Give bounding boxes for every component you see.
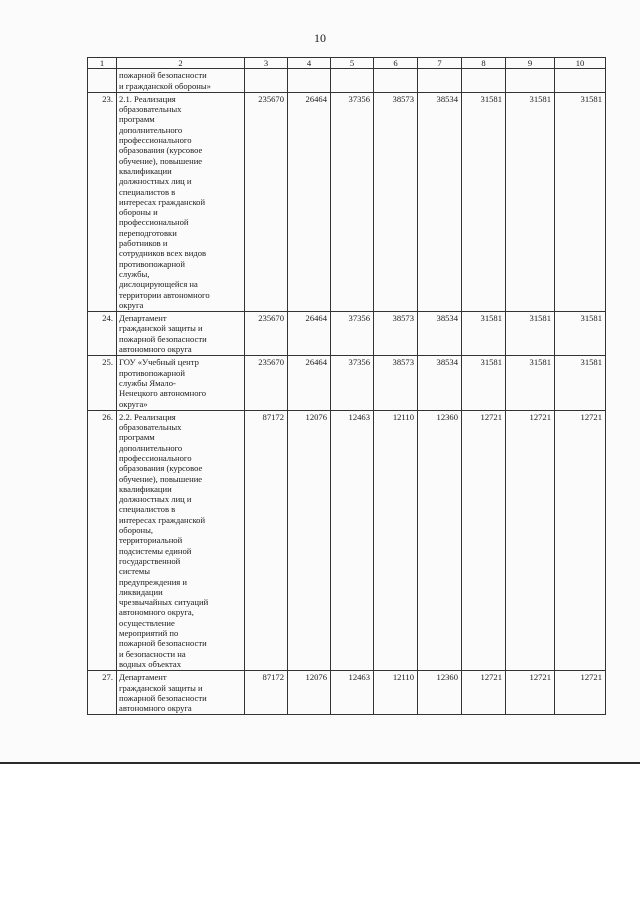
value-cell: 12721	[462, 671, 506, 715]
value-cell: 12110	[374, 671, 418, 715]
value-cell: 31581	[462, 312, 506, 356]
value-cell: 37356	[331, 312, 374, 356]
row-number: 23.	[88, 92, 117, 311]
column-header: 1	[88, 58, 117, 69]
value-cell: 31581	[506, 92, 555, 311]
table-row	[88, 410, 606, 670]
row-description: ГОУ «Учебный центр противопожарной службы Ямало- Ненецкого автономного округа»	[117, 356, 245, 410]
value-cell: 31581	[555, 356, 606, 410]
value-cell: 38573	[374, 312, 418, 356]
value-cell: 31581	[555, 92, 606, 311]
row-number: 24.	[88, 312, 117, 356]
column-header: 8	[462, 58, 506, 69]
row-number: 25.	[88, 356, 117, 410]
value-cell	[555, 69, 606, 93]
value-cell: 38534	[418, 356, 462, 410]
value-cell: 12076	[288, 671, 331, 715]
value-cell: 31581	[555, 312, 606, 356]
value-cell: 38534	[418, 312, 462, 356]
page-number: 10	[314, 31, 326, 45]
value-cell: 31581	[462, 356, 506, 410]
value-cell: 26464	[288, 356, 331, 410]
column-header: 10	[555, 58, 606, 69]
value-cell: 12463	[331, 410, 374, 670]
column-header: 3	[245, 58, 288, 69]
value-cell: 235670	[245, 356, 288, 410]
value-cell: 87172	[245, 410, 288, 670]
column-header: 4	[288, 58, 331, 69]
table-row	[88, 69, 606, 93]
row-description: 2.1. Реализация образовательных программ дополнительного профессионального образования (курсовое обучение), повышение квалификации должностных лиц и специалистов в интересах гражданской обороны и профессиональной переподготовки работников и сотрудников всех видов противопожарной службы, дислоцирующейся на территории автономного округа	[117, 92, 245, 311]
value-cell	[418, 69, 462, 93]
value-cell: 31581	[462, 92, 506, 311]
row-number: 26.	[88, 410, 117, 670]
row-description: пожарной безопасности и гражданской обороны»	[117, 69, 245, 93]
value-cell	[374, 69, 418, 93]
column-header: 9	[506, 58, 555, 69]
value-cell: 235670	[245, 312, 288, 356]
column-header: 2	[117, 58, 245, 69]
value-cell	[462, 69, 506, 93]
value-cell: 38573	[374, 356, 418, 410]
value-cell: 38573	[374, 92, 418, 311]
row-description: 2.2. Реализация образовательных программ дополнительного профессионального образования (курсовое обучение), повышение квалификации должностных лиц и специалистов в интересах гражданской обороны, территориальной подсистемы единой государственной системы предупреждения и ликвидации чрезвычайных ситуаций автономного округа, осуществление мероприятий по пожарной безопасности и безопасности на водных объектах	[117, 410, 245, 670]
table-row	[88, 92, 606, 311]
value-cell: 12463	[331, 671, 374, 715]
value-cell: 37356	[331, 92, 374, 311]
value-cell: 12721	[506, 671, 555, 715]
value-cell: 12721	[462, 410, 506, 670]
value-cell: 26464	[288, 92, 331, 311]
value-cell: 31581	[506, 356, 555, 410]
table-row	[88, 671, 606, 715]
value-cell: 12721	[555, 671, 606, 715]
column-header: 6	[374, 58, 418, 69]
value-cell: 12360	[418, 671, 462, 715]
row-number: 27.	[88, 671, 117, 715]
value-cell	[288, 69, 331, 93]
row-number	[88, 69, 117, 93]
value-cell: 31581	[506, 312, 555, 356]
value-cell	[245, 69, 288, 93]
value-cell: 38534	[418, 92, 462, 311]
value-cell: 12076	[288, 410, 331, 670]
value-cell: 37356	[331, 356, 374, 410]
row-description: Департамент гражданской защиты и пожарной безопасности автономного округа	[117, 671, 245, 715]
value-cell: 12360	[418, 410, 462, 670]
value-cell: 87172	[245, 671, 288, 715]
value-cell: 12721	[506, 410, 555, 670]
value-cell: 12721	[555, 410, 606, 670]
table-row	[88, 312, 606, 356]
budget-table	[87, 57, 606, 715]
value-cell	[331, 69, 374, 93]
value-cell: 12110	[374, 410, 418, 670]
column-header: 5	[331, 58, 374, 69]
value-cell: 26464	[288, 312, 331, 356]
column-header: 7	[418, 58, 462, 69]
table-row	[88, 356, 606, 410]
value-cell: 235670	[245, 92, 288, 311]
header-row	[88, 58, 606, 69]
row-description: Департамент гражданской защиты и пожарной безопасности автономного округа	[117, 312, 245, 356]
value-cell	[506, 69, 555, 93]
